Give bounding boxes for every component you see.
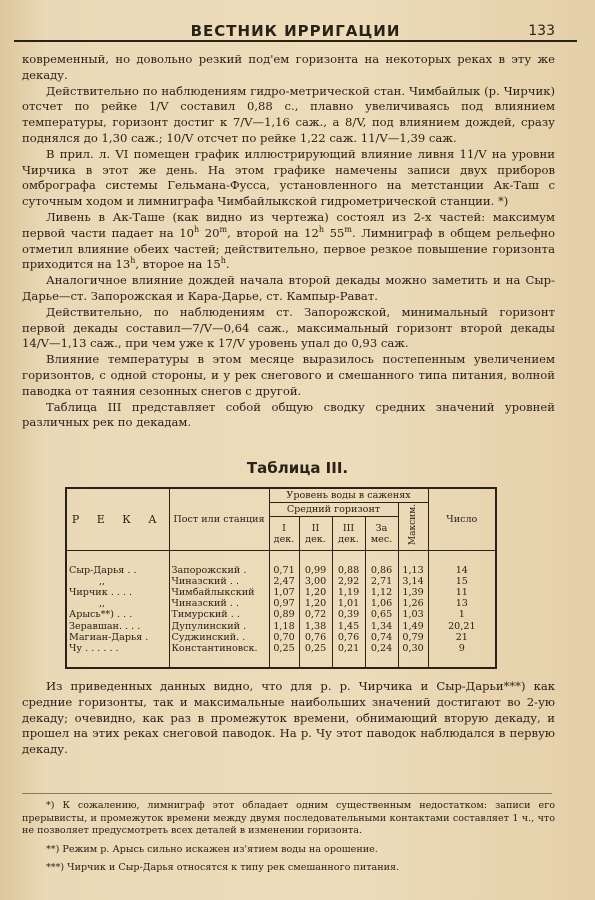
header-month: За мес.: [365, 517, 398, 551]
paragraph: ковременный, но довольно резкий под'ем горизонта на некоторых реках в эту же декаду.: [22, 52, 555, 82]
paragraph: Таблица III представляет собой общую сводку средних значений уровней различных рек по декадам.: [22, 399, 555, 430]
header-river: Р Е К А: [66, 488, 169, 551]
paragraph: Аналогичное влияние дождей начала второй декады можно заметить и на Сыр-Дарье—ст. Запорожская и Кара-Дарье, ст. Кампыр-Рават.: [22, 273, 555, 303]
table-row: Магиан-Дарья . Суджинский. . 0,70 0,76 0,76 0,74 0,79 21: [66, 632, 496, 643]
header-dek3: III дек.: [332, 517, 365, 551]
conclusion-text: [22, 679, 555, 758]
paragraph: Влияние температуры в этом месяце выразилось постепенным увеличением горизонтов, с одной стороны, и у рек снегового и смешанного типа питания, волной паводка от таяния сезонных снегов с другой.: [22, 352, 555, 398]
header-dek2: II дек.: [299, 517, 332, 551]
header-count: Число: [428, 488, 496, 551]
paragraph: Из приведенных данных видно, что для р. р. Чирчика и Сыр-Дарьи***) как средние горизонты, так и максимальные наибольших значений достигают во 2-ую декаду; очевидно, как раз в промежуток времени, обнимающий вторую декаду, и прошел на этих реках снеговой паводок. На р. Чу этот паводок наблюдался в первую декаду.: [22, 679, 555, 757]
header-level: Уровень воды в саженях: [269, 488, 428, 503]
table-row: ,, Чиназский . . 2,47 3,00 2,92 2,71 3,14 15: [66, 576, 496, 587]
header-mean: Средний горизонт: [269, 503, 398, 517]
table-row: Зеравшан. . . . Дупулинский . 1,18 1,38 1,45 1,34 1,49 20,21: [66, 621, 496, 632]
main-text: [22, 52, 555, 431]
running-header: [14, 14, 577, 42]
table-row: Арысь**) . . . Тимурский . . 0,89 0,72 0,39 0,65 1,03 1: [66, 609, 496, 620]
footnote: **) Режим р. Арысь сильно искажен из'ятием воды на орошение.: [46, 843, 378, 855]
header-post: Пост или станция: [169, 488, 269, 551]
journal-title: ВЕСТНИК ИРРИГАЦИИ: [190, 22, 401, 40]
header-dek1: I дек.: [269, 517, 299, 551]
paragraph: Действительно по наблюдениям гидро-метрической стан. Чимбайлык (р. Чирчик) отсчет по рейке 1/V составил 0,88 с., плавно увеличиваясь под влиянием температуры, горизонт достиг к 7/V—1,16 саж., а 8/V, под влиянием дождей, сразу поднялся до 1,30 саж.; 10/V отсчет по рейке 1,22 саж. 11/V—1,39 саж.: [22, 83, 555, 145]
table-row: ,, Чиназский . . 0,97 1,20 1,01 1,06 1,26 13: [66, 598, 496, 609]
footnote-separator: [22, 793, 552, 794]
table-title: Таблица III.: [246, 459, 349, 477]
header-max: Максим.: [398, 503, 428, 551]
paragraph: Действительно, по наблюдениям ст. Запорожской, минимальный горизонт первой декады составил—7/V—0,64 саж., максимальный горизонт второй декады 14/V—1,13 саж., при чем уже к 17/V уровень упал до 0,93 саж.: [22, 304, 555, 351]
river-levels-table: [65, 487, 497, 669]
page-number: 133: [528, 23, 555, 39]
table-row: Чу . . . . . . Константиновск. 0,25 0,25 0,21 0,24 0,30 9: [66, 643, 496, 654]
footnotes: [22, 800, 555, 881]
table-row: Чирчик . . . . Чимбайлыкский 1,07 1,20 1,19 1,12 1,39 11: [66, 587, 496, 598]
paragraph: В прил. л. VI помещен график иллюстрирующий влияние ливня 11/V на уровни Чирчика в этот же день. На этом графике намечены записи двух приборов омбрографа системы Гельмана-Фусса, установленного на метстанции Ак-Таш с суточным ходом и лимниграфа Чимбайлыкской гидрометрической станции. *): [22, 146, 555, 209]
footnote: *) К сожалению, лимниграф этот обладает одним существенным недостатком: записи его прерывисты, и промежуток времени между двумя последовательными контактами составляет 1 ч., что не позволяет предусмотреть всех деталей в изменении горизонта.: [22, 800, 555, 837]
paragraph: Ливень в Ак-Таше (как видно из чертежа) состоял из 2-х частей: максимум первой части падает на 10$^h$ 20$^m$, второй на 12$^h$ 55$^m$. Лимниграф в общем рельефно отметил влияние обеих частей; действительно, первое резкое повышение горизонта приходится на 13$^h$, второе на 15$^h$.: [22, 209, 555, 272]
footnote: ***) Чирчик и Сыр-Дарья относятся к типу рек смешанного питания.: [46, 862, 400, 874]
table-row: Сыр-Дарья . . Запорожский . 0,71 0,99 0,88 0,86 1,13 14: [66, 565, 496, 576]
